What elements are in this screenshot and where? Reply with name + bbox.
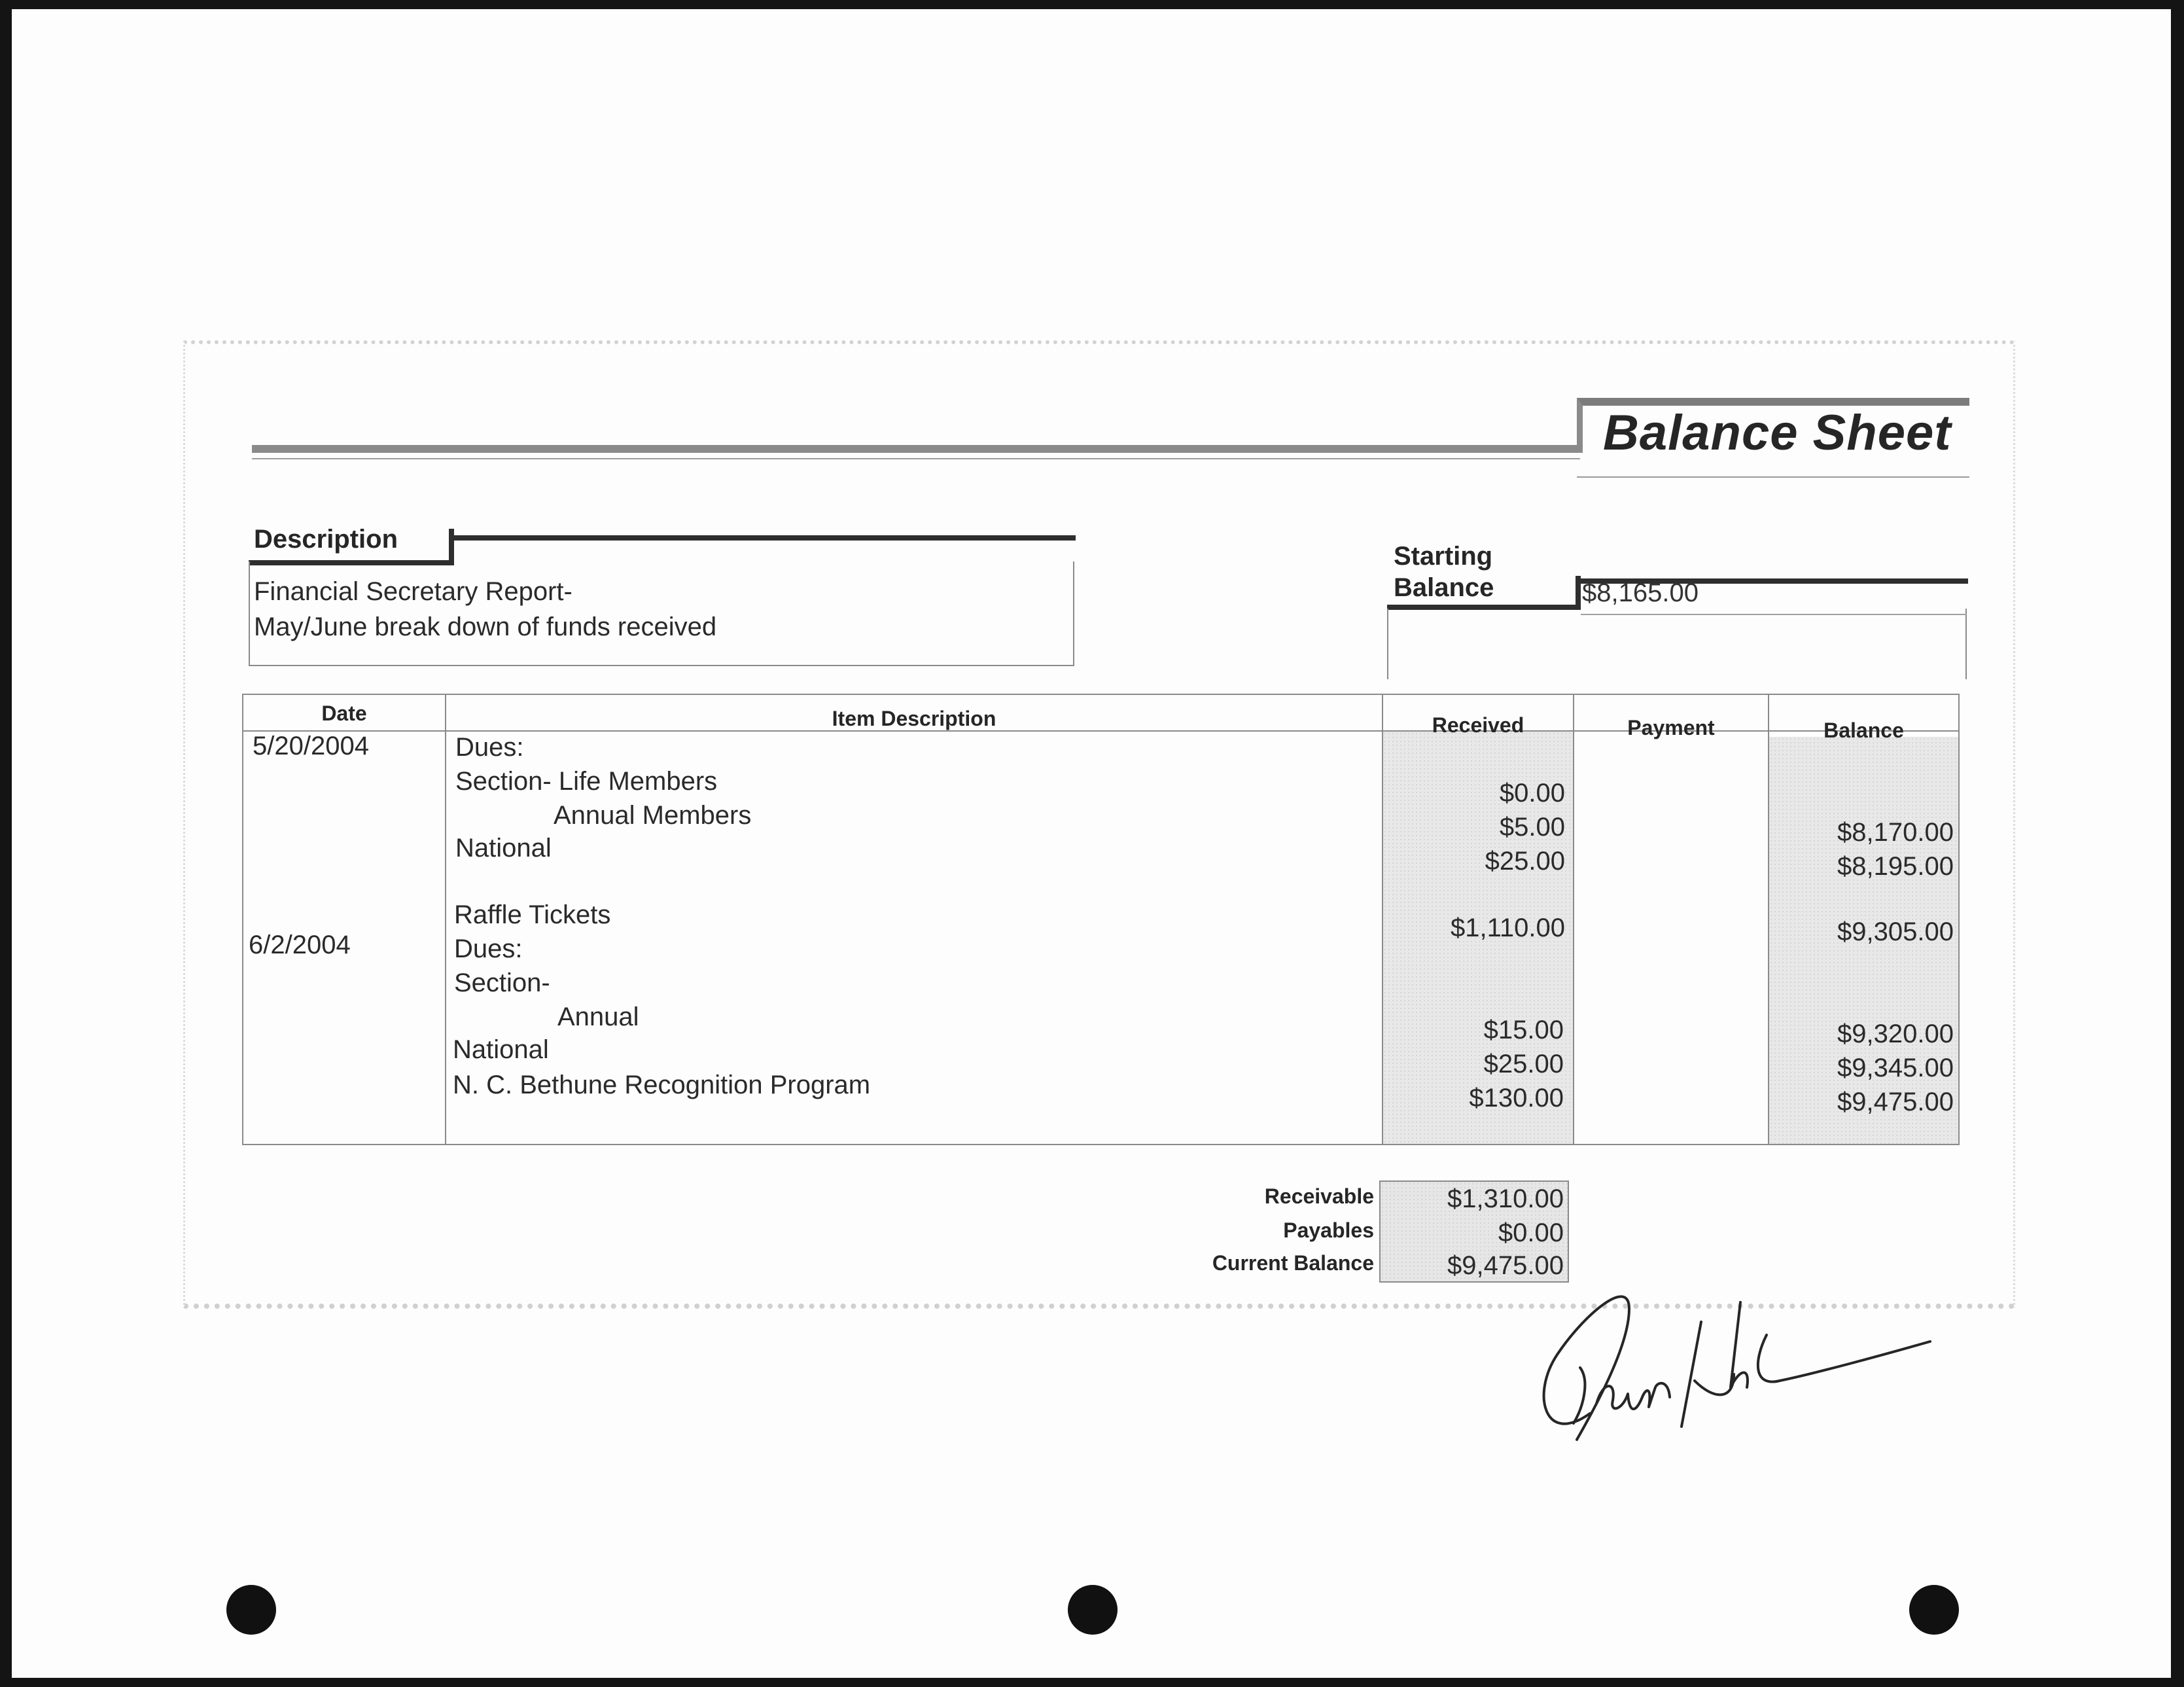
balance-cell: $9,345.00: [1837, 1054, 1954, 1082]
balance-cell: $9,475.00: [1837, 1088, 1954, 1116]
title-underline: [1577, 476, 1969, 478]
date-cell: 5/20/2004: [253, 732, 369, 760]
received-cell: $25.00: [1485, 847, 1565, 876]
description-tab-rule: [449, 529, 454, 565]
date-cell: 6/2/2004: [249, 931, 351, 959]
header-received: Received: [1432, 713, 1524, 737]
summary-box: [1379, 1181, 1569, 1283]
item-cell: Section- Life Members: [455, 767, 718, 796]
item-cell: National: [453, 1035, 549, 1064]
starting-balance-box: [1387, 609, 1967, 679]
header-payment: Payment: [1627, 716, 1715, 739]
payables-label: Payables: [1283, 1218, 1374, 1242]
current-balance-label: Current Balance: [1212, 1251, 1374, 1275]
header-rule-thin: [252, 458, 1580, 459]
document-title: Balance Sheet: [1603, 405, 1952, 461]
received-cell: $130.00: [1469, 1084, 1564, 1112]
balance-cell: $9,305.00: [1837, 917, 1954, 946]
starting-balance-label-line2: Balance: [1394, 573, 1494, 602]
starting-balance-label: [1394, 541, 1494, 603]
receivable-label: Receivable: [1264, 1184, 1374, 1208]
received-cell: $5.00: [1499, 813, 1565, 842]
received-cell: $15.00: [1483, 1016, 1564, 1044]
current-balance-value: $9,475.00: [1447, 1251, 1564, 1280]
header-item-description: Item Description: [832, 707, 996, 730]
starting-balance-divider: [1581, 614, 1967, 615]
item-cell: Dues:: [454, 934, 523, 963]
starting-balance-value: $8,165.00: [1582, 578, 1699, 607]
description-label: Description: [254, 525, 398, 554]
punch-hole: [226, 1585, 276, 1635]
punch-hole: [1909, 1585, 1959, 1635]
header-balance: Balance: [1823, 719, 1904, 742]
received-cell: $1,110.00: [1451, 914, 1565, 942]
signature-icon: [1518, 1283, 1943, 1453]
item-cell: Dues:: [455, 733, 524, 762]
item-cell: Section-: [454, 968, 550, 997]
column-divider: [445, 695, 446, 1144]
starting-balance-label-line1: Starting: [1394, 542, 1493, 571]
received-cell: $25.00: [1483, 1050, 1564, 1078]
description-line-2: May/June break down of funds received: [254, 613, 717, 641]
payables-value: $0.00: [1498, 1218, 1564, 1247]
received-cell: $0.00: [1499, 779, 1565, 808]
description-tab-rule: [449, 535, 1076, 541]
header-rule: [252, 445, 1580, 453]
header-date: Date: [321, 701, 367, 725]
balance-cell: $8,170.00: [1837, 818, 1954, 847]
item-cell: N. C. Bethune Recognition Program: [453, 1071, 871, 1099]
receivable-value: $1,310.00: [1447, 1184, 1564, 1213]
item-cell: National: [455, 834, 552, 862]
punch-hole: [1068, 1585, 1118, 1635]
item-cell: Annual: [557, 1003, 639, 1031]
ledger-table: [242, 694, 1960, 1145]
description-line-1: Financial Secretary Report-: [254, 577, 572, 606]
balance-cell: $8,195.00: [1837, 852, 1954, 881]
balance-cell: $9,320.00: [1837, 1020, 1954, 1048]
column-divider: [1573, 695, 1574, 1144]
item-cell: Annual Members: [554, 801, 752, 830]
item-cell: Raffle Tickets: [454, 900, 611, 929]
